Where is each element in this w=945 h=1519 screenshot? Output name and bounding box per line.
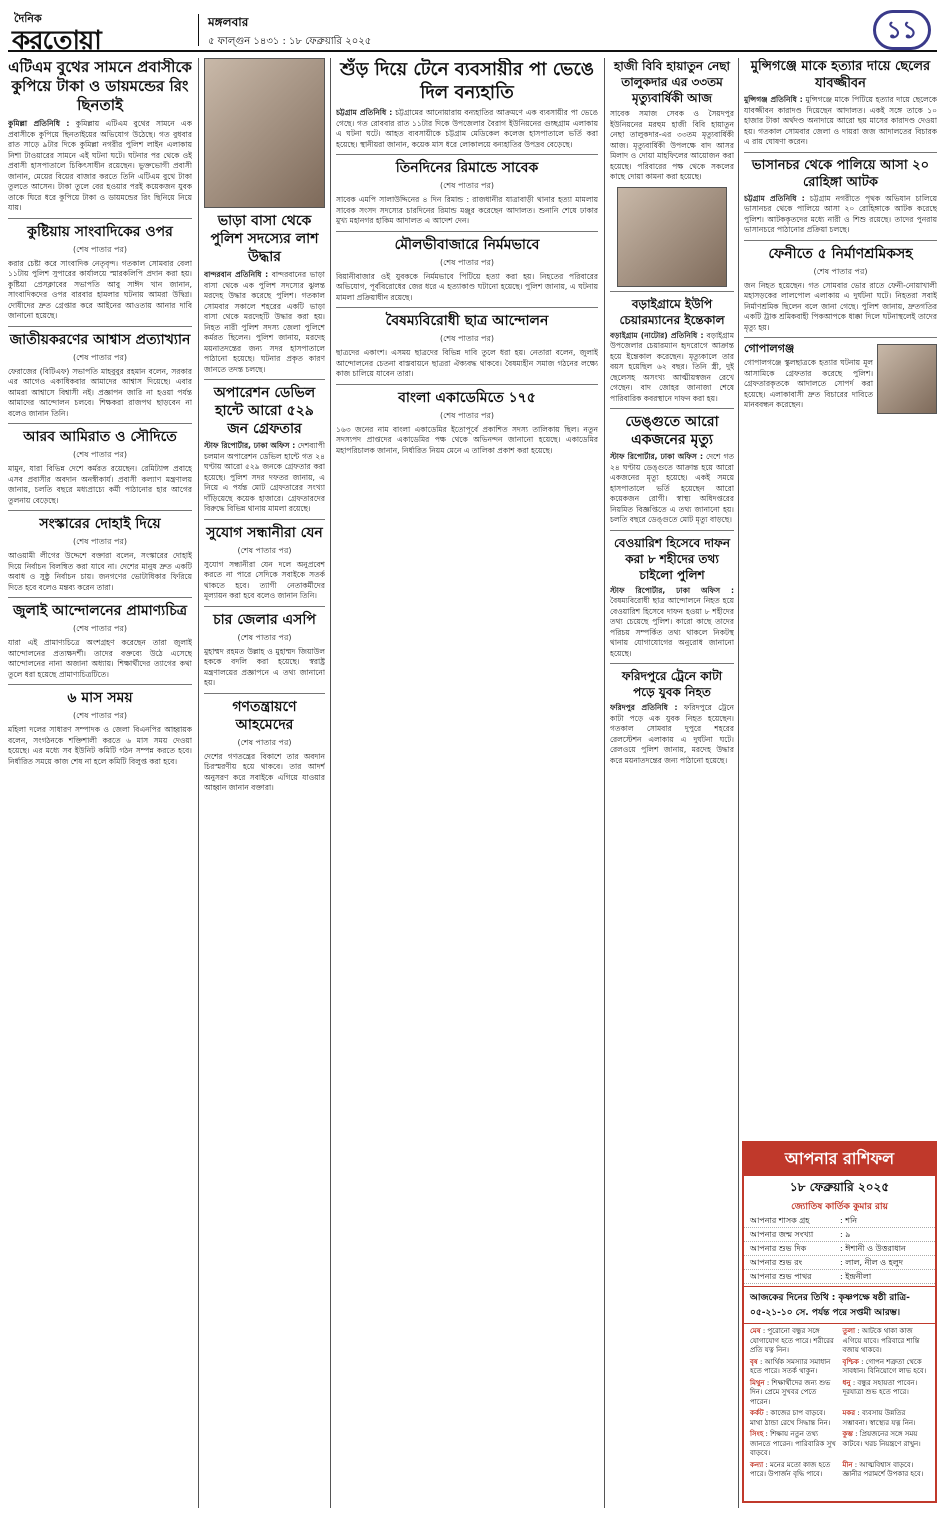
article-text: দেশের গণতন্ত্রের বিকাশে তার অবদান চিরস্মরণীয় হয়ে থাকবে। তার আদর্শ অনুসরণ করে সবাইকে এগিয়ে যাওয়ার আহ্বান জানান বক্তারা। [204, 751, 325, 792]
article-text: চট্টগ্রাম নগরীতে পৃথক অভিযান চালিয়ে ভাসানচর থেকে পালিয়ে আসা ২০ রোহিঙ্গাকে আটক করেছে পুলিশ। আটককৃতদের মধ্যে নারী ও শিশু রয়েছে। তাদের পুনরায় ভাসানচরে পাঠানোর প্রক্রিয়া চলছে। [744, 193, 937, 234]
article-text: মহিলা দলের সাধারণ সম্পাদক ও জেলা বিএনপির আহ্বায়ক বলেন, সংগঠনকে শক্তিশালী করতে ৬ মাস সময় দেওয়া হয়েছে। এর মধ্যে সব ইউনিট কমিটি গঠন সম্পন্ন করতে হবে। নির্ধারিত সময়ে কাজ শেষ না হলে কমিটি বিলুপ্ত করা হবে। [8, 725, 192, 766]
byline: স্টাফ রিপোর্টার, ঢাকা অফিস : [610, 585, 734, 595]
headline-kushtia: কুষ্টিয়ায় সাংবাদিকের ওপর [27, 223, 173, 240]
headline-feni: ফেনীতে ৫ নির্মাণশ্রমিকসহ [768, 245, 913, 262]
headline-rohingya: ভাসানচর থেকে পালিয়ে আসা ২০ রোহিঙ্গা আটক [751, 157, 930, 190]
row-value: : লাল, নীল ও হলুদ [840, 1258, 903, 1267]
column-2 [204, 58, 325, 1508]
horoscope-row [744, 1256, 935, 1270]
divider [744, 337, 937, 338]
divider [336, 231, 598, 232]
sign-name: কর্কট [750, 1409, 764, 1417]
divider [8, 218, 192, 219]
article-text: আওয়ামী লীগের উদ্দেশে বক্তারা বলেন, সংস্কারের দোহাই দিয়ে নির্বাচন বিলম্বিত করা যাবে না। দেশের মানুষ দ্রুত একটি অবাধ ও সুষ্ঠু নির্বাচন চায়। জনগণের ভোটাধিকার ফিরিয়ে দিতে হবে বলেও মন্তব্য করেন তারা। [8, 551, 192, 592]
masthead-date: ৫ ফাল্গুন ১৪৩১ : ১৮ ফেব্রুয়ারি ২০২৫ [208, 36, 372, 47]
continued-note: (শেষ পাতার পর) [72, 537, 128, 546]
sign-name: মকর [842, 1409, 856, 1417]
divider [610, 408, 734, 409]
article-police-body [204, 270, 325, 375]
sign-text: শিক্ষায় নতুন তথ্য জানতে পারেন। পারিবারিক সুখ বাড়বে। [750, 1430, 836, 1457]
horoscope-row [744, 1270, 935, 1284]
continued-note: (শেষ পাতার পর) [439, 410, 495, 420]
article-text: মুন্সিগঞ্জে মাকে পিটিয়ে হত্যার দায়ে ছেলেকে যাবজ্জীবন কারাদণ্ড দিয়েছেন আদালত। একই সঙ্গে তাকে ১০ হাজার টাকা অর্থদণ্ড অনাদায়ে আরো ছয় মাসের কারাদণ্ড দেওয়া হয়। গতকাল সোমবার জেলা ও দায়রা জজ আদালতের বিচারক এ রায় ঘোষণা করেন। [744, 95, 937, 146]
headline-train-accident: ফরিদপুরে ট্রেনে কাটা পড়ে যুবক নিহত [621, 669, 723, 699]
sign-text: আত্মবিশ্বাস বাড়বে। জ্ঞানীর পরামর্শে উপকার হবে। [842, 1460, 924, 1478]
article-text: ফেরাজের (বিটিএফ) সভাপতি মাহবুবুর রহমান বলেন, সরকার এর আগেও একাধিকবার আমাদের আশ্বাস দিয়েছে। এবার আমরা আশ্বাসে বিশ্বাসী নই। প্রজ্ঞাপন জারি না হওয়া পর্যন্ত আমাদের আন্দোলন চলবে। শিক্ষকরা রাজপথ ছাড়বেন না বলেও জানান তিনি। [8, 366, 192, 418]
divider [204, 379, 325, 380]
row-value: : ইন্দ্রনীলা [840, 1272, 872, 1281]
man-portrait-photo [877, 344, 937, 414]
divider [336, 384, 598, 385]
column-4 [610, 58, 734, 1508]
article-text: চট্টগ্রামের আনোয়ারায় বন্যহাতির আক্রমণে এক ব্যবসায়ীর পা ভেঙে গেছে। গত রোববার রাত ১১টার দিকে উপজেলার বৈরাগ ইউনিয়নের গুচ্ছগ্রাম এলাকায় এ ঘটনা ঘটে। আহত ব্যবসায়ীকে চট্টগ্রাম মেডিকেল কলেজ হাসপাতালে ভর্তি করা হয়েছে। স্থানীয়রা জানান, কয়েক মাস ধরে লোকালয়ে বন্যহাতির উপদ্রব বেড়েছে। [336, 108, 598, 149]
zodiac-sign: কুম্ভ : প্রিয়জনের সঙ্গে সময় কাটবে। খরচ নিয়ন্ত্রণে রাখুন। [842, 1430, 921, 1448]
sign-name: কন্যা [750, 1460, 764, 1469]
column-3 [336, 58, 598, 1508]
masthead [8, 8, 937, 56]
headline-death-anniversary: হাজী বিবি হায়াতুন নেছা তালুকদার এর ৩৩তম মৃত্যুবার্ষিকী আজ [614, 59, 730, 105]
article-text: সুযোগ সন্ধানীরা যেন দলে অনুপ্রবেশ করতে না পারে সেদিকে সবাইকে সতর্ক থাকতে হবে। ত্যাগী নেতাকর্মীদের মূল্যায়ন করা হবে বলেও জানান তিনি। [204, 559, 325, 600]
zodiac-sign: কর্কট : কাজের চাপ বাড়বে। মাথা ঠান্ডা রেখে সিদ্ধান্ত নিন। [750, 1409, 831, 1427]
divider [610, 291, 734, 292]
sign-text: মনের মতো কাজ হতে পারে। উপার্জন বৃদ্ধি পাবে। [750, 1460, 831, 1478]
headline-atm-robbery: এটিএম বুথের সামনে প্রবাসীকে কুপিয়ে টাকা ও ডায়মন্ডের রিং ছিনতাই [8, 58, 192, 114]
horoscope-row [744, 1228, 935, 1242]
zodiac-sign: মকর : ব্যবসায় উন্নতির সম্ভাবনা। স্বাস্থ্যের যত্ন নিন। [842, 1409, 916, 1427]
row-key: আপনার শুভ রং [750, 1258, 803, 1267]
article-rohingya [744, 194, 937, 236]
masthead-divider [198, 14, 199, 46]
article-text: মামুন, যারা বিভিন্ন দেশে কর্মরত রয়েছেন। রেমিট্যান্স প্রবাহে এসব প্রবাসীর অবদান অনস্বীকার্য। প্রবাসী কল্যাণ মন্ত্রণালয় জানায়, চলতি বছরে মধ্যপ্রাচ্যে কর্মী পাঠানোর হার আগের তুলনায় বেড়েছে। [8, 464, 192, 505]
sign-name: ধনু [842, 1378, 851, 1387]
continued-note: (শেষ পাতার পর) [237, 632, 292, 642]
article-dengue [610, 452, 734, 526]
column-divider [198, 58, 199, 1508]
horoscope-row [744, 1214, 935, 1228]
row-key: আপনার শুভ দিক [750, 1244, 807, 1253]
divider [204, 606, 325, 607]
divider [8, 510, 192, 511]
article-atm-robbery [8, 119, 192, 214]
zodiac-signs [744, 1324, 935, 1483]
headline-bangla-academy: বাংলা একাডেমিতে ১৭৫ [398, 389, 536, 406]
horoscope-row [744, 1242, 935, 1256]
continued-note: (শেষ পাতার পর) [439, 334, 495, 343]
brand-logo: করতোয়া [12, 26, 101, 56]
column-divider [330, 58, 331, 1508]
article-text: করার চেষ্টা করে সাংবাদিক নেতৃবৃন্দ। গতকাল সোমবার বেলা ১১টায় পুলিশ সুপারের কার্যালয়ে স্মারকলিপি প্রদান করা হয়। কুষ্টিয়া প্রেসক্লাবের সভাপতি আবু সাঈদ খান জানান, সাংবাদিকদের ওপর বারবার হামলার ঘটনায় আমরা উদ্বিগ্ন। দোষীদের দ্রুত গ্রেপ্তার করে আইনের আওতায় আনার দাবি জানানো হয়েছে। [8, 258, 192, 320]
headline-uae-saudi: আরব আমিরাত ও সৌদিতে [23, 429, 177, 445]
sign-name: বৃশ্চিক [842, 1357, 859, 1366]
row-value: : ৯ [840, 1230, 851, 1239]
column-divider [604, 58, 605, 1508]
article-text: যারা এই প্রামাণ্যচিত্রে অংশগ্রহণ করেছেন তারা জুলাই আন্দোলনের প্রত্যক্ষদর্শী। তাদের বক্তব্যে উঠে এসেছে আন্দোলনের নানা অজানা অধ্যায়। শিক্ষার্থীদের ত্যাগের কথা তুলে ধরা হয়েছে প্রামাণ্যচিত্রটিতে। [8, 638, 192, 679]
column-5 [744, 58, 937, 1134]
column-divider [738, 58, 739, 1508]
article-munshiganj [744, 95, 937, 148]
column-1 [8, 58, 192, 1508]
sign-text: গোপন শত্রুতা থেকে সাবধান। বিনিয়োগে লাভ হবে। [842, 1357, 927, 1375]
sign-name: তুলা [842, 1327, 855, 1335]
headline-elephant-attack: শুঁড় দিয়ে টেনে ব্যবসায়ীর পা ভেঙে দিল বন্যহাতি [340, 59, 594, 103]
byline: স্টাফ রিপোর্টার, ঢাকা অফিস : [204, 441, 296, 450]
divider [204, 519, 325, 520]
byline: ফরিদপুর প্রতিনিধি : [610, 703, 678, 712]
sign-text: পুরোনো বন্ধুর সঙ্গে যোগাযোগ হতে পারে। শরীরের প্রতি যত্ন নিন। [750, 1327, 834, 1354]
sign-text: বন্ধুর সহায়তা পাবেন। দূরযাত্রা শুভ হতে পারে। [842, 1378, 918, 1396]
divider [610, 663, 734, 664]
page-number: ১১ [873, 10, 931, 50]
headline-unclaimed-martyrs: বেওয়ারিশ হিসেবে দাফন করা ৮ শহীদের তথ্য চাইলো পুলিশ [613, 535, 731, 582]
continued-note: (শেষ পাতার পর) [237, 737, 292, 747]
divider [8, 423, 192, 424]
zodiac-sign: মেষ : পুরোনো বন্ধুর সঙ্গে যোগাযোগ হতে পারে। শরীরের প্রতি যত্ন নিন। [750, 1327, 834, 1354]
headline-munshiganj: মুন্সিগঞ্জে মাকে হত্যার দায়ে ছেলের যাবজ্জীবন [750, 59, 931, 91]
sign-text: আটকে থাকা কাজ এগিয়ে যাবে। পরিবারে শান্তি বজায় থাকবে। [842, 1327, 920, 1354]
byline: চট্টগ্রাম প্রতিনিধি : [744, 193, 805, 203]
continued-note: (শেষ পাতার পর) [439, 257, 495, 267]
row-value: : শনি [840, 1216, 858, 1225]
article-text: বড়াইগ্রাম উপজেলার চেয়ারম্যান হৃদরোগে আক্রান্ত হয়ে ইন্তেকাল করেছেন। মৃত্যুকালে তার বয়স হয়েছিল ৬২ বছর। তিনি স্ত্রী, দুই ছেলেসহ অসংখ্য আত্মীয়স্বজন রেখে গেছেন। বাদ জোহর জানাজা শেষে পারিবারিক কবরস্থানে দাফন করা হয়। [610, 330, 734, 403]
horoscope-box [742, 1141, 937, 1503]
zodiac-sign: তুলা : আটকে থাকা কাজ এগিয়ে যাবে। পরিবারে শান্তি বজায় থাকবে। [842, 1327, 920, 1354]
article-train-accident [610, 703, 734, 766]
headline-chairman-death: বড়াইগ্রামে ইউপি চেয়ারম্যানের ইন্তেকাল [619, 296, 725, 327]
horoscope-tithi: আজকের দিনের তিথি : কৃষ্ণপক্ষে ষষ্ঠী রাত্রি- ০৫-২১-১০ সে. পর্যন্ত পরে সপ্তমী আরম্ভ। [744, 1286, 935, 1324]
article-devil-hunt [204, 441, 325, 515]
divider [336, 154, 598, 155]
article-elephant-attack [336, 108, 598, 150]
byline: মুন্সিগঞ্জ প্রতিনিধি : [744, 95, 803, 104]
sign-text: প্রিয়জনের সঙ্গে সময় কাটবে। খরচ নিয়ন্ত্রণে রাখুন। [842, 1430, 921, 1448]
byline: স্টাফ রিপোর্টার, ঢাকা অফিস : [610, 452, 704, 461]
sign-name: বৃষ [750, 1357, 758, 1366]
zodiac-sign: সিংহ : শিক্ষায় নতুন তথ্য জানতে পারেন। পারিবারিক সুখ বাড়বে। [750, 1430, 836, 1457]
brand-small: দৈনিক [14, 12, 42, 25]
sign-text: শিক্ষার্থীদের জন্য শুভ দিন। প্রেমে সুখবর পেতে পারেন। [750, 1378, 831, 1406]
headline-student-movement: বৈষম্যবিরোধী ছাত্র আন্দোলন [385, 313, 549, 329]
article-text: গোপালগঞ্জে স্কুলছাত্রকে হত্যার ঘটনায় মূল আসামিকে গ্রেফতার করেছে পুলিশ। গ্রেফতারকৃতকে আদালতে সোপর্দ করা হয়েছে। এলাকাবাসী দ্রুত বিচারের দাবিতে মানববন্ধন করেছেন। [744, 358, 873, 409]
zodiac-sign: বৃষ : আর্থিক সমস্যার সমাধান হতে পারে। সতর্ক থাকুন। [750, 1357, 831, 1375]
divider [744, 240, 937, 241]
masthead-day: মঙ্গলবার [208, 15, 249, 29]
sign-name: কুম্ভ [842, 1430, 853, 1438]
continued-note: (শেষ পাতার পর) [72, 352, 128, 362]
zodiac-sign: কন্যা : মনের মতো কাজ হতে পারে। উপার্জন বৃদ্ধি পাবে। [750, 1460, 831, 1478]
sign-text: কাজের চাপ বাড়বে। মাথা ঠান্ডা রেখে সিদ্ধান্ত নিন। [750, 1409, 831, 1427]
horoscope-date: ১৮ ফেব্রুয়ারি ২০২৫ [789, 1180, 890, 1194]
headline-democracy: গণতন্ত্রায়ণে আহমেদের [232, 698, 297, 733]
row-key: আপনার শুভ পাথর [750, 1272, 812, 1281]
zodiac-sign: ধনু : বন্ধুর সহায়তা পাবেন। দূরযাত্রা শুভ হতে পারে। [842, 1378, 918, 1396]
row-key: আপনার শাসক গ্রহ [750, 1216, 810, 1225]
article-text: বৈষম্যবিরোধী ছাত্র আন্দোলনে নিহত হয়ে বেওয়ারিশ হিসেবে দাফন হওয়া ৮ শহীদের তথ্য চেয়েছে পুলিশ। কারো কাছে তাদের পরিচয় সম্পর্কিত তথ্য থাকলে নিকটস্থ থানায় যোগাযোগের অনুরোধ জানানো হয়েছে। [610, 596, 734, 658]
sign-name: মেষ [750, 1327, 761, 1335]
row-key: আপনার জন্ম সংখ্যা [750, 1230, 814, 1239]
sign-text: ব্যবসায় উন্নতির সম্ভাবনা। স্বাস্থ্যের যত্ন নিন। [842, 1409, 916, 1427]
byline: বড়াইগ্রাম (নাটোর) প্রতিনিধি : [610, 330, 704, 340]
divider [336, 307, 598, 308]
headline-dengue: ডেঙ্গুতে আরো একজনের মৃত্যু [625, 414, 719, 448]
sign-name: মিথুন [750, 1378, 765, 1387]
headline-opportunists: সুযোগ সন্ধানীরা যেন [206, 524, 323, 541]
article-text: সাবেক সমাজ সেবক ও সৈয়দপুর ইউনিয়নের মরহুম হাজী বিবি হায়াতুন নেছা তালুকদার-এর ৩৩তম মৃত্যুবার্ষিকী আজ। মৃত্যুবার্ষিকী উপলক্ষে বাদ আসর মিলাদ ও দোয়া মাহফিলের আয়োজন করা হয়েছে। পরিবারের পক্ষ থেকে সকলের কাছে দোয়া কামনা করা হয়েছে। [610, 109, 734, 181]
article-text: বিয়ানীবাজার ওই যুবককে নির্মমভাবে পিটিয়ে হত্যা করা হয়। নিহতের পরিবারের অভিযোগ, পূর্ববিরোধের জের ধরে এ হত্যাকাণ্ড ঘটানো হয়েছে। পুলিশ জানায়, এ ঘটনায় মামলা প্রক্রিয়াধীন রয়েছে। [336, 271, 598, 302]
headline-remand: তিনদিনের রিমান্ডে সাবেক [395, 160, 539, 176]
headline-july-documentary: জুলাই আন্দোলনের প্রামাণ্যচিত্র [12, 603, 188, 619]
article-unclaimed-martyrs [610, 586, 734, 660]
headline-four-sp: চার জেলার এসপি [213, 611, 316, 628]
headline-police-body: ভাড়া বাসা থেকে পুলিশ সদস্যের লাশ উদ্ধার [210, 213, 319, 265]
headline-gopalganj: গোপালগঞ্জ [744, 342, 795, 355]
newspaper-page [8, 8, 937, 1511]
continued-note: (শেষ পাতার পর) [72, 450, 128, 459]
horoscope-title: আপনার রাশিফল [744, 1143, 935, 1176]
article-text: ১৬৩ জনের নাম বাংলা একাডেমির ইতোপূর্বে প্রকাশিত সদস্য তালিকায় ছিল। নতুন সদস্যপদ প্রাপ্তদের একাডেমির পক্ষ থেকে অভিনন্দন জানানো হয়েছে। একাডেমির মহাপরিচালক জানান, নির্ধারিত নিয়ম মেনে এ তালিকা প্রকাশ করা হয়েছে। [336, 424, 598, 455]
article-text: কুমিল্লায় এটিএম বুথের সামনে এক প্রবাসীকে কুপিয়ে ছিনতাইয়ের অভিযোগ উঠেছে। গত বুধবার রাত সাড়ে ৯টার দিকে কুমিল্লা নগরীর পুলিশ লাইন এলাকায় নিশা টাওয়ারের সামনে এই ঘটনা ঘটে। ঘটনার পর থেকে ওই প্রবাসী হাসপাতালে চিকিৎসাধীন রয়েছেন। ভুক্তভোগী প্রবাসী জানান, মেয়ের বিয়ের বাজার করতে তিনি এটিএম বুথে টাকা তুলতে আসেন। টাকা তুলে বের হওয়ার পরই কয়েকজন যুবক তাকে ঘিরে ধরে কুপিয়ে টাকা ও ডায়মন্ডের রিং ছিনিয়ে নিয়ে যায়। [8, 119, 192, 212]
byline: চট্টগ্রাম প্রতিনিধি : [336, 108, 393, 117]
divider [204, 693, 325, 694]
headline-reform: সংস্কারের দোহাই দিয়ে [39, 516, 161, 532]
sign-name: সিংহ [750, 1430, 764, 1438]
divider [744, 152, 937, 153]
divider [610, 530, 734, 531]
article-text: মুহাম্মদ রহমত উল্লাহ ও মুহাম্মদ জিয়াউল হককে বদলি করা হয়েছে। স্বরাষ্ট্র মন্ত্রণালয়ের প্রজ্ঞাপনে এ তথ্য জানানো হয়। [204, 646, 325, 687]
article-text: দেশে গত ২৪ ঘণ্টায় ডেঙ্গুতে আক্রান্ত হয়ে আরো একজনের মৃত্যু হয়েছে। একই সময়ে হাসপাতালে ভর্তি হয়েছেন আরো কয়েকজন রোগী। স্বাস্থ্য অধিদপ্তরের নিয়মিত বিজ্ঞপ্তিতে এ তথ্য জানানো হয়। চলতি বছরে ডেঙ্গুতে মোট মৃত্যু বাড়ছে। [610, 452, 734, 524]
row-value: : ঈশানী ও উত্তরাধান [840, 1244, 906, 1253]
divider [8, 597, 192, 598]
continued-note: (শেষ পাতার পর) [72, 711, 128, 720]
continued-note: (শেষ পাতার পর) [72, 244, 128, 254]
sign-text: আর্থিক সমস্যার সমাধান হতে পারে। সতর্ক থাকুন। [750, 1357, 831, 1375]
zodiac-sign: বৃশ্চিক : গোপন শত্রুতা থেকে সাবধান। বিনিয়োগে লাভ হবে। [842, 1357, 927, 1375]
article-text: সাবেক এমপি সালাউদ্দিনের ৪ দিন রিমান্ড : রাজধানীর যাত্রাবাড়ী থানার হত্যা মামলায় সাবেক সংসদ সদস্যের চারদিনের রিমান্ড মঞ্জুর করেছেন আদালত। শুনানি শেষে ঢাকার মুখ্য মহানগর হাকিম আদালত এ আদেশ দেন। [336, 195, 598, 225]
sign-name: মীন [842, 1460, 853, 1469]
byline: বান্দরবান প্রতিনিধি : [204, 270, 269, 279]
zodiac-sign: মীন : আত্মবিশ্বাস বাড়বে। জ্ঞানীর পরামর্শে উপকার হবে। [842, 1460, 924, 1478]
divider [8, 684, 192, 685]
article-chairman-death [610, 331, 734, 405]
man-portrait-photo [617, 187, 727, 287]
continued-note: (শেষ পাতার পর) [237, 545, 292, 555]
continued-note: (শেষ পাতার পর) [439, 181, 495, 190]
headline-moulvibazar: মৌলভীবাজারে নির্মমভাবে [394, 236, 540, 253]
headline-devil-hunt: অপারেশন ডেভিল হান্টে আরো ৫২৯ জন গ্রেফতার [213, 385, 316, 437]
continued-note: (শেষ পাতার পর) [72, 624, 128, 633]
horoscope-table [744, 1214, 935, 1284]
article-text: জন নিহত হয়েছেন। গত সোমবার ভোর রাতে ফেনী-নোয়াখালী মহাসড়কের লালপোল এলাকায় এ দুর্ঘটনা ঘটে। নিহতরা সবাই নির্মাণশ্রমিক ছিলেন বলে জানা গেছে। পুলিশ জানায়, দ্রুতগতির একটি ট্রাক শ্রমিকবাহী পিকআপকে ধাক্কা দিলে ঘটনাস্থলেই তাদের মৃত্যু হয়। [744, 280, 937, 332]
divider [8, 326, 192, 327]
headline-six-months: ৬ মাস সময় [67, 690, 133, 706]
zodiac-sign: মিথুন : শিক্ষার্থীদের জন্য শুভ দিন। প্রেমে সুখবর পেতে পারেন। [750, 1378, 831, 1406]
article-text: দেশব্যাপী চলমান অপারেশন ডেভিল হান্টে গত ২৪ ঘণ্টায় আরো ৫২৯ জনকে গ্রেফতার করা হয়েছে। পুলিশ সদর দফতর জানায়, এ নিয়ে এ পর্যন্ত মোট গ্রেফতারের সংখ্যা দাঁড়িয়েছে কয়েক হাজারে। গ্রেফতারদের বিরুদ্ধে বিভিন্ন থানায় মামলা রয়েছে। [204, 441, 325, 513]
article-text: ফরিদপুরে ট্রেনে কাটা পড়ে এক যুবক নিহত হয়েছেন। গতকাল সোমবার দুপুরে শহরের রেলস্টেশন এলাকায় এ দুর্ঘটনা ঘটে। রেলওয়ে পুলিশ জানায়, মরদেহ উদ্ধার করে ময়নাতদন্তের জন্য পাঠানো হয়েছে। [610, 703, 734, 765]
article-text: বান্দরবানের ভাড়া বাসা থেকে এক পুলিশ সদস্যের ঝুলন্ত মরদেহ উদ্ধার করেছে পুলিশ। গতকাল সোমবার সকালে শহরের একটি ভাড়া বাসা থেকে মরদেহটি উদ্ধার করা হয়। নিহত নারী পুলিশ সদস্য জেলা পুলিশে কর্মরত ছিলেন। পুলিশ জানায়, মরদেহ ময়নাতদন্তের জন্য সদর হাসপাতালে পাঠানো হয়েছে। ঘটনার প্রকৃত কারণ জানতে তদন্ত চলছে। [204, 270, 325, 374]
headline-nationalization: জাতীয়করণের আশ্বাস প্রত্যাখ্যান [9, 331, 191, 348]
woman-portrait-photo [204, 58, 325, 208]
continued-note: (শেষ পাতার পর) [813, 266, 868, 276]
byline: কুমিল্লা প্রতিনিধি : [8, 119, 70, 128]
article-text: ছাত্রদের একাংশ। এসময় ছাত্রদের বিভিন্ন দাবি তুলে ধরা হয়। নেতারা বলেন, জুলাই আন্দোলনের চেতনা বাস্তবায়নে ছাত্ররা ঐক্যবদ্ধ থাকবে। বৈষম্যহীন সমাজ গঠনের লক্ষ্যে কাজ চালিয়ে যাবেন তারা। [336, 348, 598, 378]
horoscope-author: জ্যোতিষ কার্তিক কুমার রায় [791, 1202, 888, 1212]
